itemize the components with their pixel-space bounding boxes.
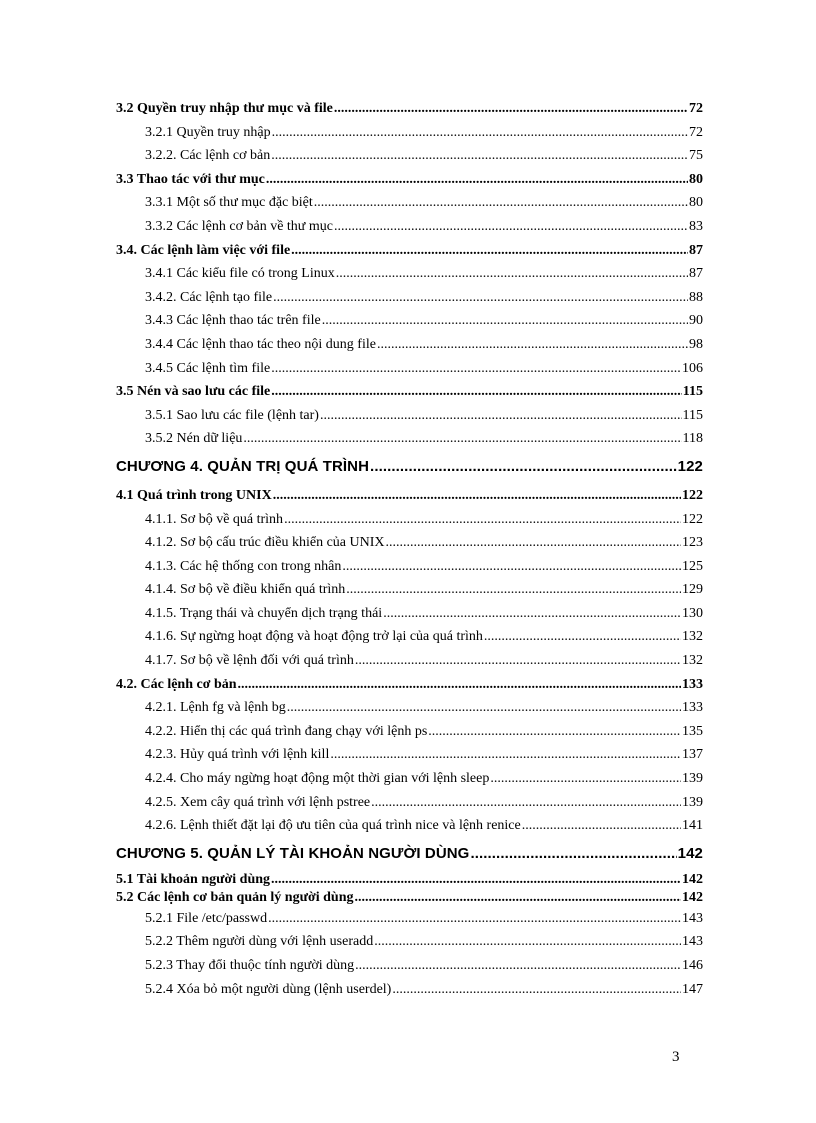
dot-leader [322, 309, 688, 333]
dot-leader [330, 743, 681, 767]
dot-leader [273, 484, 681, 508]
toc-entry-subsection[interactable] [116, 555, 703, 579]
dot-leader [271, 871, 681, 889]
dot-leader [334, 215, 688, 239]
toc-entry-subsection[interactable] [116, 191, 703, 215]
toc-entry-subsection[interactable] [116, 602, 703, 626]
toc-entry-title: 3.3.1 Một số thư mục đặc biệt [145, 195, 313, 211]
toc-entry-section[interactable] [116, 673, 703, 697]
toc-entry-title: 5.1 Tài khoản người dùng [116, 871, 271, 887]
toc-entry-title: 3.4.3 Các lệnh thao tác trên file [145, 313, 321, 329]
toc-entry-subsection[interactable] [116, 286, 703, 310]
dot-leader [273, 286, 688, 310]
dot-leader [287, 696, 681, 720]
dot-leader [371, 791, 681, 815]
toc-entry-page: 129 [682, 582, 703, 598]
dot-leader [271, 380, 682, 404]
toc-entry-title: 3.4.4 Các lệnh thao tác theo nội dung file [145, 336, 376, 352]
dot-leader [243, 427, 681, 451]
toc-entry-title: 3.5 Nén và sao lưu các file [116, 384, 271, 400]
toc-entry-subsection[interactable] [116, 144, 703, 168]
toc-entry-title: 3.2.1 Quyền truy nhập [145, 124, 271, 140]
toc-entry-title: 5.2.2 Thêm người dùng với lệnh useradd [145, 934, 374, 950]
toc-entry-page: 125 [682, 558, 703, 574]
toc-entry-chapter[interactable] [116, 840, 703, 867]
toc-entry-page: 118 [682, 431, 703, 447]
toc-entry-subsection[interactable] [116, 357, 703, 381]
toc-entry-page: 143 [682, 910, 703, 926]
toc-entry-title: 5.2.3 Thay đổi thuộc tính người dùng [145, 958, 355, 973]
toc-entry-page: 142 [682, 889, 703, 905]
toc-entry-title: 4.1.4. Sơ bộ về điều khiển quá trình [145, 582, 346, 598]
toc-entry-page: 80 [689, 195, 703, 211]
toc-entry-page: 139 [682, 771, 703, 787]
toc-entry-section[interactable] [116, 380, 703, 404]
toc-entry-page: 146 [682, 958, 703, 973]
toc-entry-title: 4.2.5. Xem cây quá trình với lệnh pstree [145, 794, 371, 810]
toc-entry-page: 115 [682, 384, 703, 400]
dot-leader [268, 907, 681, 931]
toc-entry-subsection[interactable] [116, 978, 703, 1002]
toc-entry-title: 4.1.7. Sơ bộ về lệnh đối với quá trình [145, 653, 354, 669]
toc-entry-title: 5.2.4 Xóa bỏ một người dùng (lệnh userdel) [145, 981, 392, 997]
toc-entry-title: 4.1 Quá trình trong UNIX [116, 487, 272, 503]
toc-entry-subsection[interactable] [116, 930, 703, 954]
toc-entry-page: 75 [689, 148, 703, 164]
toc-entry-title: 3.4.2. Các lệnh tạo file [145, 289, 273, 305]
toc-entry-title: 4.2.3. Hủy quá trình với lệnh kill [145, 747, 330, 763]
toc-entry-title: 4.1.3. Các hệ thống con trong nhân [145, 558, 342, 574]
dot-leader [522, 814, 681, 838]
toc-entry-subsection[interactable] [116, 531, 703, 555]
dot-leader [386, 531, 681, 555]
toc-entry-page: 130 [682, 605, 703, 621]
toc-entry-subsection[interactable] [116, 767, 703, 791]
toc-entry-page: 72 [689, 124, 703, 140]
dot-leader [355, 954, 681, 978]
toc-entry-page: 98 [689, 336, 703, 352]
dot-leader [470, 840, 676, 867]
toc-entry-title: 4.1.2. Sơ bộ cấu trúc điều khiển của UNIX [145, 535, 385, 551]
dot-leader [336, 262, 688, 286]
dot-leader [272, 121, 688, 145]
dot-leader [334, 97, 688, 121]
toc-entry-chapter[interactable] [116, 453, 703, 480]
toc-entry-subsection[interactable] [116, 696, 703, 720]
toc-entry-page: 88 [689, 289, 703, 305]
toc-entry-subsection[interactable] [116, 309, 703, 333]
toc-entry-page: 141 [682, 818, 703, 834]
toc-entry-page: 135 [682, 723, 703, 739]
dot-leader [392, 978, 681, 1002]
toc-entry-page: 80 [689, 171, 703, 187]
toc-entry-section[interactable] [116, 97, 703, 121]
dot-leader [490, 767, 681, 791]
dot-leader [271, 357, 681, 381]
toc-entry-title: CHƯƠNG 5. QUẢN LÝ TÀI KHOẢN NGƯỜI DÙNG [116, 844, 470, 862]
toc-entry-title: 4.2.4. Cho máy ngừng hoạt động một thời gian với lệnh sleep [145, 771, 490, 787]
toc-entry-subsection[interactable] [116, 625, 703, 649]
toc-entry-title: 4.2.6. Lệnh thiết đặt lại độ ưu tiên của quá trình nice và lệnh renice [145, 818, 521, 834]
toc-entry-page: 122 [682, 511, 703, 527]
dot-leader [428, 720, 681, 744]
toc-entry-subsection[interactable] [116, 743, 703, 767]
toc-entry-title: 3.2 Quyền truy nhập thư mục và file [116, 101, 333, 116]
toc-entry-subsection[interactable] [116, 578, 703, 602]
toc-entry-section[interactable] [116, 484, 703, 508]
dot-leader [355, 649, 681, 673]
toc-entry-section[interactable] [116, 871, 703, 889]
toc-entry-subsection[interactable] [116, 791, 703, 815]
toc-entry-title: CHƯƠNG 4. QUẢN TRỊ QUÁ TRÌNH [116, 457, 370, 475]
toc-entry-title: 5.2.1 File /etc/passwd [145, 910, 268, 926]
toc-entry-page: 137 [682, 747, 703, 763]
toc-entry-page: 87 [689, 242, 703, 258]
toc-entry-title: 3.4.5 Các lệnh tìm file [145, 360, 271, 376]
toc-entry-page: 106 [682, 360, 703, 376]
toc-entry-title: 4.2.1. Lệnh fg và lệnh bg [145, 700, 286, 716]
toc-entry-subsection[interactable] [116, 720, 703, 744]
toc-entry-title: 3.5.2 Nén dữ liệu [145, 431, 243, 447]
toc-entry-title: 4.1.6. Sự ngừng hoạt động và hoạt động trở lại của quá trình [145, 629, 483, 645]
toc-entry-subsection[interactable] [116, 814, 703, 838]
toc-entry-page: 122 [682, 487, 703, 503]
dot-leader [320, 404, 682, 428]
toc-entry-section[interactable] [116, 168, 703, 192]
toc-entry-subsection[interactable] [116, 215, 703, 239]
toc-entry-subsection[interactable] [116, 121, 703, 145]
toc-entry-subsection[interactable] [116, 427, 703, 451]
toc-entry-section[interactable] [116, 239, 703, 263]
toc-entry-page: 139 [682, 794, 703, 810]
toc-entry-title: 3.5.1 Sao lưu các file (lệnh tar) [145, 407, 319, 423]
toc-entry-subsection[interactable] [116, 954, 703, 978]
dot-leader [291, 239, 688, 263]
toc-entry-page: 142 [682, 871, 703, 887]
toc-entry-page: 143 [682, 934, 703, 950]
toc-entry-page: 123 [682, 535, 703, 551]
toc-entry-page: 122 [677, 457, 703, 475]
toc-entry-page: 87 [689, 266, 703, 282]
toc-entry-page: 142 [677, 844, 703, 862]
toc-entry-title: 4.1.1. Sơ bộ về quá trình [145, 511, 284, 527]
page-number: 3 [672, 1049, 680, 1065]
toc-entry-title: 3.3.2 Các lệnh cơ bản về thư mục [145, 218, 333, 234]
toc-entry-title: 3.2.2. Các lệnh cơ bản [145, 148, 271, 164]
toc-entry-page: 147 [682, 981, 703, 997]
toc-entry-page: 133 [682, 676, 703, 692]
dot-leader [238, 673, 681, 697]
toc-entry-title: 3.4.1 Các kiểu file có trong Linux [145, 266, 335, 282]
dot-leader [370, 453, 677, 480]
toc-entry-page: 132 [682, 629, 703, 645]
toc-entry-page: 133 [682, 700, 703, 716]
toc-entry-title: 4.2. Các lệnh cơ bản [116, 676, 237, 692]
dot-leader [374, 930, 681, 954]
toc-entry-subsection[interactable] [116, 404, 703, 428]
dot-leader [342, 555, 681, 579]
dot-leader [266, 168, 688, 192]
toc-entry-subsection[interactable] [116, 508, 703, 532]
dot-leader [377, 333, 688, 357]
toc-entry-page: 90 [689, 313, 703, 329]
dot-leader [314, 191, 688, 215]
dot-leader [383, 602, 681, 626]
toc-entry-page: 132 [682, 653, 703, 669]
toc-entry-title: 3.4. Các lệnh làm việc với file [116, 242, 291, 258]
dot-leader [271, 144, 688, 168]
table-of-contents [116, 97, 703, 1001]
dot-leader [284, 508, 681, 532]
dot-leader [484, 625, 681, 649]
toc-entry-page: 72 [689, 101, 703, 116]
toc-entry-subsection[interactable] [116, 333, 703, 357]
toc-entry-subsection[interactable] [116, 262, 703, 286]
toc-entry-subsection[interactable] [116, 907, 703, 931]
toc-entry-title: 4.2.2. Hiển thị các quá trình đang chạy với lệnh ps [145, 723, 428, 739]
toc-entry-section[interactable] [116, 889, 703, 907]
dot-leader [346, 578, 681, 602]
toc-entry-title: 4.1.5. Trạng thái và chuyển dịch trạng thái [145, 605, 383, 621]
toc-entry-title: 5.2 Các lệnh cơ bản quản lý người dùng [116, 889, 354, 905]
toc-entry-page: 83 [689, 218, 703, 234]
toc-entry-page: 115 [682, 407, 703, 423]
dot-leader [354, 889, 681, 907]
toc-entry-title: 3.3 Thao tác với thư mục [116, 171, 265, 187]
toc-entry-subsection[interactable] [116, 649, 703, 673]
